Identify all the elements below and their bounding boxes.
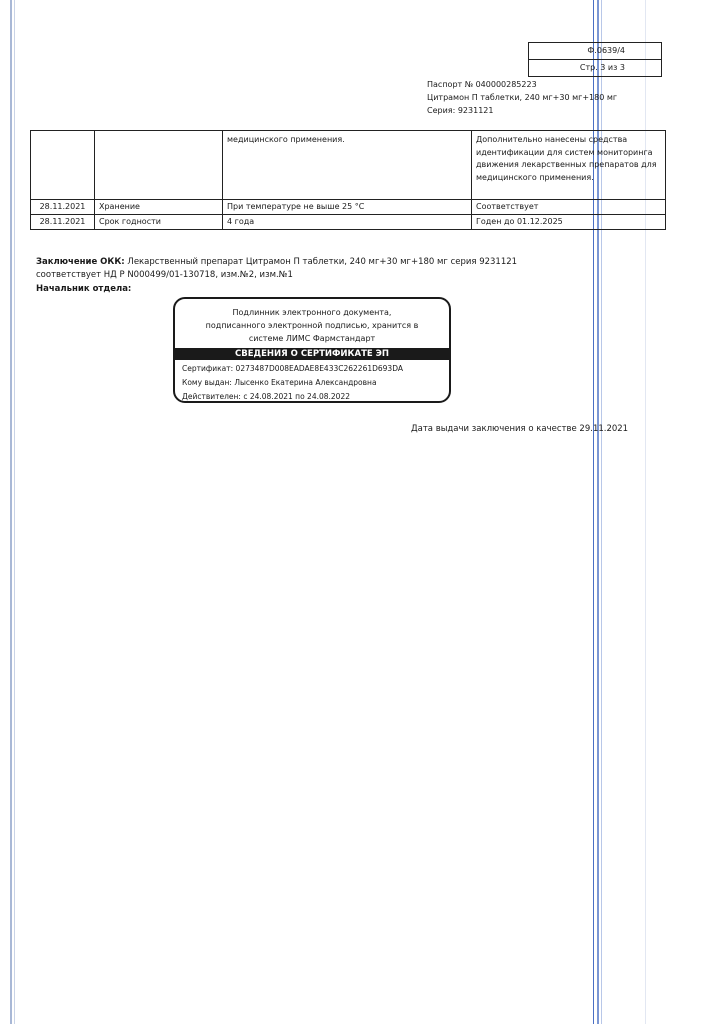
- page-number: Стр. 3 из 3: [529, 59, 661, 75]
- conclusion-text: Лекарственный препарат Цитрамон П таблетки, 240 мг+30 мг+180 мг серия 9231121 соответствует НД Р N000499/01-130718, изм.№2, изм.№1: [36, 257, 518, 280]
- cell-result: Дополнительно нанесены средства идентификации для систем мониторинга движения лекарственных препаратов для медицинского применения.: [472, 131, 666, 200]
- cell-test: Срок годности: [95, 215, 223, 230]
- passport-number: Паспорт № 040000285223: [427, 80, 537, 89]
- cell-date: [31, 131, 95, 200]
- head-of-department-label: Начальник отдела:: [36, 284, 132, 294]
- table-row: [31, 200, 666, 215]
- cell-test: [95, 131, 223, 200]
- table-row: [31, 131, 666, 200]
- certificate-owner: Кому выдан: Лысенко Екатерина Александровна: [182, 378, 377, 387]
- test-results-table: [30, 130, 666, 230]
- scan-artifact-line: [14, 0, 15, 1024]
- certificate-validity: Действителен: с 24.08.2021 по 24.08.2022: [182, 392, 350, 401]
- issue-date: Дата выдачи заключения о качестве 29.11.2021: [411, 424, 629, 434]
- cell-requirement: 4 года: [223, 215, 472, 230]
- form-code: Ф.0639/4: [587, 46, 625, 55]
- conclusion-label: Заключение ОКК:: [36, 257, 125, 267]
- certificate-info-title: СВЕДЕНИЯ О СЕРТИФИКАТЕ ЭП: [175, 348, 449, 360]
- qc-conclusion: [36, 256, 546, 282]
- cell-requirement: При температуре не выше 25 °С: [223, 200, 472, 215]
- cell-date: 28.11.2021: [31, 200, 95, 215]
- stamp-line: Подлинник электронного документа,: [232, 308, 392, 317]
- cell-result: Соответствует: [472, 200, 666, 215]
- stamp-line: системе ЛИМС Фармстандарт: [248, 334, 376, 343]
- table-row: [31, 215, 666, 230]
- passport-block: [427, 78, 617, 117]
- certificate-number: Сертификат: 0273487D008EADAE8E433C262261D693DA: [182, 364, 403, 373]
- cell-result: Годен до 01.12.2025: [472, 215, 666, 230]
- series-number: Серия: 9231121: [427, 106, 494, 115]
- product-name: Цитрамон П таблетки, 240 мг+30 мг+180 мг: [427, 93, 618, 102]
- electronic-signature-stamp: [173, 297, 451, 403]
- scan-artifact-line: [10, 0, 12, 1024]
- form-code-box: [528, 42, 662, 77]
- cell-test: Хранение: [95, 200, 223, 215]
- stamp-line: подписанного электронной подписью, хранится в: [205, 321, 419, 330]
- cell-date: 28.11.2021: [31, 215, 95, 230]
- cell-requirement: медицинского применения.: [223, 131, 472, 200]
